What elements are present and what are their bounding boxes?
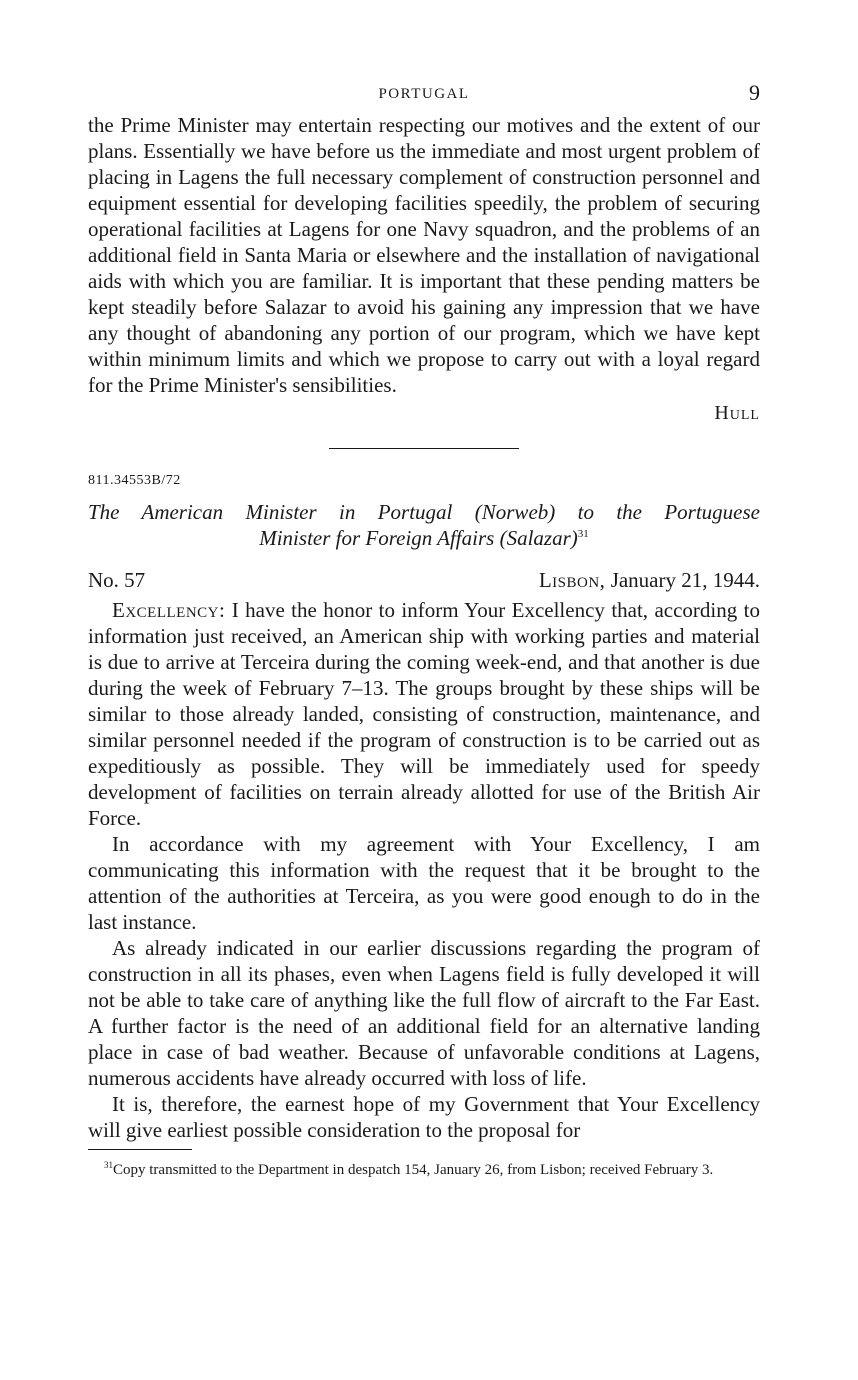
- salutation: Excellency:: [112, 598, 226, 622]
- title-line-1: The American Minister in Portugal (Norweb) to the Portuguese: [88, 500, 760, 524]
- letter-paragraph-1: [88, 597, 760, 831]
- continued-paragraph: the Prime Minister may entertain respecting our motives and the extent of our plans. Essentially we have before us the immediate and most urgent problem of placing in Lagens the full necessary complement of construction personnel and equipment essential for developing facilities speedily, the problem of securing operational facilities at Lagens for one Navy squadron, and the problems of an additional field in Santa Maria or elsewhere and the installation of navigational aids with which you are familiar. It is important that these pending matters be kept steadily before Salazar to avoid his gaining any impression that we have any thought of abandoning any portion of our program, which we have kept within minimum limits and which we propose to carry out with a loyal regard for the Prime Minister's sensibilities.: [88, 113, 760, 397]
- footnote-divider: [88, 1149, 192, 1150]
- footnote-marker: 31: [104, 1160, 113, 1170]
- title-footnote-marker: 31: [577, 528, 589, 540]
- document-meta: [88, 567, 760, 593]
- place-date: [539, 567, 760, 593]
- paragraph-1-text: I have the honor to inform Your Excellency that, according to information just received, an American ship with working parties and material is due to arrive at Terceira during the coming week-end, and that another is due during the week of February 7–13. The groups brought by these ships will be similar to those already landed, consisting of construction, maintenance, and similar personnel needed if the program of construction is to be carried out as expeditiously as possible. They will be immediately used for speedy development of facilities on terrain already allotted for use of the British Air Force.: [88, 598, 760, 830]
- page-number: 9: [749, 80, 760, 105]
- document-page: [88, 80, 760, 1180]
- section-divider: [329, 448, 519, 449]
- letter-paragraph-3: As already indicated in our earlier discussions regarding the program of construction in all its phases, even when Lagens field is fully developed it will not be able to take care of anything like the full flow of aircraft to the Far East. A further factor is the need of an additional field for an alternative landing place in case of bad weather. Because of unfavorable conditions at Lagens, numerous accidents have already occurred with loss of life.: [88, 936, 760, 1090]
- date: January 21, 1944.: [610, 568, 760, 592]
- page-header: [88, 80, 760, 112]
- file-number: 811.34553B/72: [88, 473, 181, 488]
- document-title: [88, 499, 760, 551]
- running-head: PORTUGAL: [378, 86, 470, 102]
- document-number: No. 57: [88, 568, 146, 592]
- signature: Hull: [714, 402, 760, 424]
- title-line-2: Minister for Foreign Affairs (Salazar): [259, 526, 578, 550]
- letter-paragraph-4: It is, therefore, the earnest hope of my Government that Your Excellency will give earliest possible consideration to the proposal for: [88, 1092, 760, 1142]
- letter-paragraph-2: In accordance with my agreement with Your Excellency, I am communicating this information with the request that it be brought to the attention of the authorities at Terceira, as you were good enough to do in the last instance.: [88, 832, 760, 934]
- footnote: [88, 1161, 760, 1180]
- footnote-text: Copy transmitted to the Department in despatch 154, January 26, from Lisbon; received February 3.: [113, 1162, 714, 1178]
- place: Lisbon,: [538, 568, 606, 592]
